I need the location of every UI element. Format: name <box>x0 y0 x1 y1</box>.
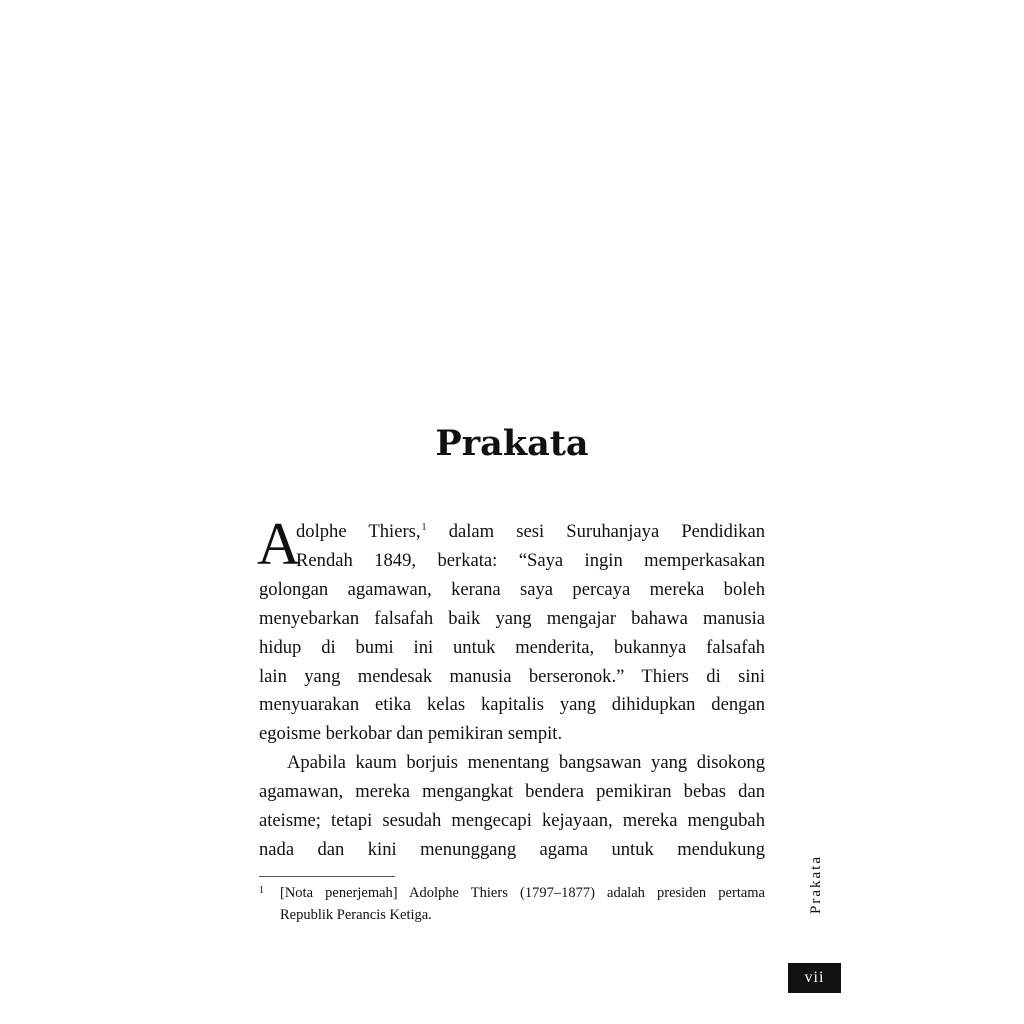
footnote-number: 1 <box>259 885 264 896</box>
footnote-line: Republik Perancis Ketiga. <box>280 907 432 923</box>
page-number-badge: vii <box>788 963 841 993</box>
paragraph-line: ateisme; tetapi sesudah mengecapi kejayaan, mereka mengubah <box>259 810 765 832</box>
paragraph-line-text: dolphe Thiers, <box>296 521 421 542</box>
paragraph-line: Rendah 1849, berkata: “Saya ingin memperkasakan <box>296 549 765 571</box>
paragraph-line: egoisme berkobar dan pemikiran sempit. <box>259 723 563 745</box>
footnote-reference: 1 <box>421 522 427 533</box>
paragraph-line: lain yang mendesak manusia berseronok.” Thiers di sini <box>259 665 765 687</box>
paragraph-line-text: dalam sesi Suruhanjaya Pendidikan <box>448 521 765 542</box>
paragraph-line <box>259 514 765 547</box>
running-chapter-label: Prakata <box>808 855 824 915</box>
paragraph-line: nada dan kini menunggang agama untuk mendukung <box>259 838 765 860</box>
paragraph-line: menyebarkan falsafah baik yang mengajar bahawa manusia <box>259 607 765 629</box>
paragraph-line: hidup di bumi ini untuk menderita, bukannya falsafah <box>259 636 765 658</box>
paragraph-line: Apabila kaum borjuis menentang bangsawan yang disokong <box>287 752 765 774</box>
page-title: Prakata <box>435 423 589 465</box>
footnote <box>259 882 765 926</box>
paragraph-line: agamawan, mereka mengangkat bendera pemikiran bebas dan <box>259 781 765 803</box>
footnote-divider <box>259 876 395 877</box>
body-text <box>257 511 765 865</box>
paragraph-line: menyuarakan etika kelas kapitalis yang dihidupkan dengan <box>259 694 765 716</box>
paragraph-line: golongan agamawan, kerana saya percaya mereka boleh <box>259 578 765 600</box>
drop-cap: A <box>257 511 301 577</box>
footnote-line: [Nota penerjemah] Adolphe Thiers (1797–1877) adalah presiden pertama <box>280 885 765 901</box>
